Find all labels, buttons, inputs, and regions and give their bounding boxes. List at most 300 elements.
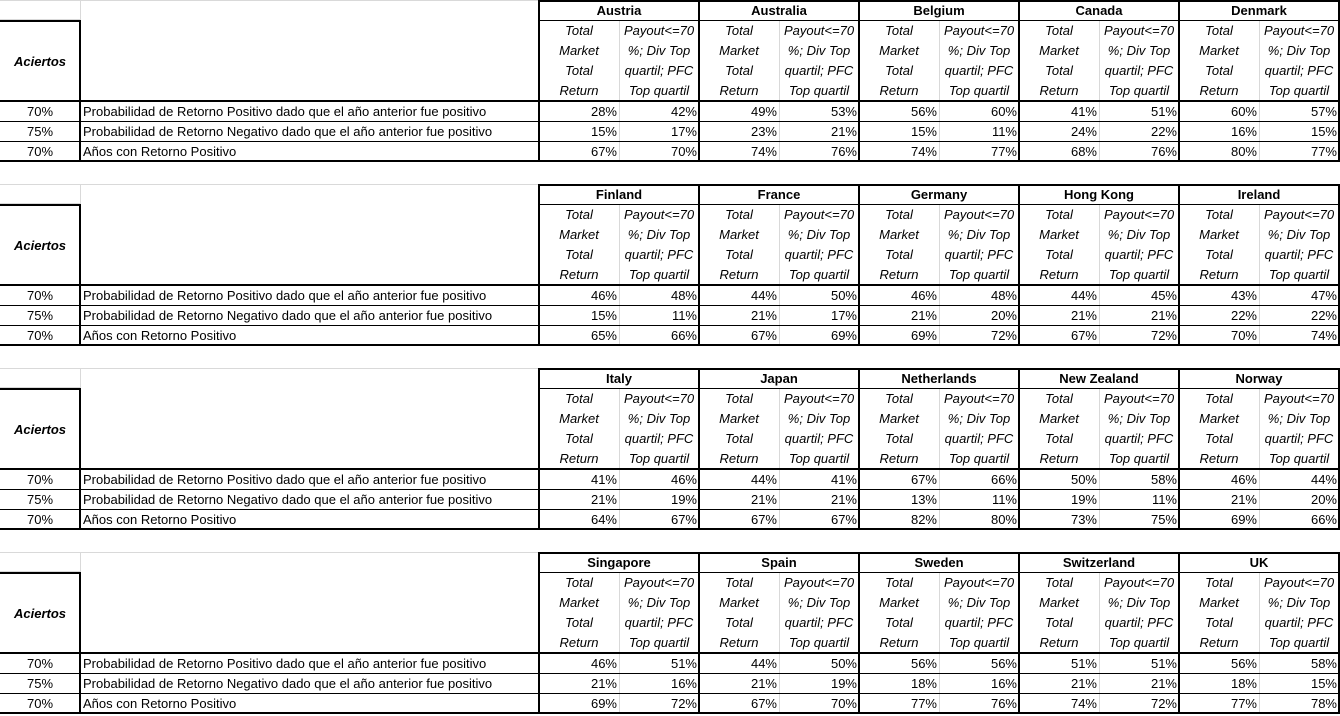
value-cell: 21% [1070, 308, 1097, 323]
sub-header-line: Total [1045, 63, 1073, 78]
value-cell: 21% [590, 492, 617, 507]
country-header: Hong Kong [1063, 187, 1135, 202]
total-market-header [539, 573, 619, 653]
payout-header [939, 573, 1019, 653]
value-cell: 74% [750, 144, 777, 159]
sub-header-line: Total [885, 431, 913, 446]
sub-header-line: Payout<=70 [1103, 207, 1175, 222]
sub-header-line: Return [559, 83, 599, 98]
table-block [0, 368, 1340, 530]
sub-header-line: Payout<=70 [943, 207, 1015, 222]
sub-header-line: Payout<=70 [1263, 207, 1335, 222]
sub-header-line: Market [879, 595, 919, 610]
grid-line [80, 184, 81, 204]
border [538, 184, 540, 346]
border [0, 20, 80, 22]
border [698, 0, 700, 162]
value-cell: 41% [1070, 104, 1097, 119]
country-header: Germany [910, 187, 968, 202]
country-header: Finland [595, 187, 643, 202]
value-cell: 18% [910, 676, 937, 691]
value-cell: 44% [1310, 472, 1337, 487]
value-cell: 77% [990, 144, 1017, 159]
sub-header-line: Total [1045, 207, 1073, 222]
sub-header-line: Return [719, 267, 759, 282]
border [1178, 368, 1180, 530]
country-header: Austria [596, 3, 642, 18]
table-block [0, 184, 1340, 346]
sub-header-line: Total [565, 575, 593, 590]
border [0, 160, 1339, 162]
sub-header-line: %; Div Top [1107, 411, 1171, 426]
value-cell: 13% [910, 492, 937, 507]
description-header [80, 573, 539, 653]
value-cell: 46% [590, 656, 617, 671]
sub-header-line: Top quartil [628, 451, 690, 466]
sub-header-line: quartil; PFC [1264, 63, 1334, 78]
sub-header-line: Market [1199, 595, 1239, 610]
value-cell: 76% [830, 144, 857, 159]
value-cell: 11% [1151, 492, 1177, 507]
sub-header-line: Payout<=70 [623, 391, 695, 406]
total-market-header [699, 205, 779, 285]
border [0, 100, 1339, 102]
sub-header-line: Market [1039, 595, 1079, 610]
sub-header-line: Market [559, 43, 599, 58]
sub-header-line: Top quartil [1108, 83, 1170, 98]
sub-header-line: Payout<=70 [1103, 575, 1175, 590]
border [539, 388, 1339, 389]
value-cell: 16% [990, 676, 1017, 691]
value-cell: 46% [1230, 472, 1257, 487]
sub-header-line: quartil; PFC [624, 247, 694, 262]
value-cell: 74% [910, 144, 937, 159]
value-cell: 67% [670, 512, 697, 527]
value-cell: 67% [750, 328, 777, 343]
sub-header-line: Top quartil [948, 83, 1010, 98]
sub-header-line: Market [1199, 411, 1239, 426]
sub-header-line: Return [1039, 267, 1079, 282]
value-cell: 44% [750, 288, 777, 303]
sub-header-line: Total [885, 23, 913, 38]
country-header: France [757, 187, 801, 202]
sub-header-line: Payout<=70 [783, 23, 855, 38]
sub-header-line: Total [1045, 575, 1073, 590]
sub-header-line: Market [559, 227, 599, 242]
sub-header-line: quartil; PFC [624, 63, 694, 78]
sub-header-line: quartil; PFC [784, 63, 854, 78]
sub-header-line: %; Div Top [1107, 43, 1171, 58]
sub-header-line: quartil; PFC [784, 615, 854, 630]
payout-header [1099, 389, 1179, 469]
sub-header-line: Return [1199, 451, 1239, 466]
payout-header [779, 205, 859, 285]
value-cell: 67% [590, 144, 617, 159]
total-market-header [539, 21, 619, 101]
payout-header [1099, 205, 1179, 285]
value-cell: 67% [750, 512, 777, 527]
sub-header-line: Total [885, 247, 913, 262]
total-market-header [1019, 21, 1099, 101]
sub-header-line: quartil; PFC [784, 247, 854, 262]
value-cell: 15% [910, 124, 937, 139]
value-cell: 11% [991, 492, 1017, 507]
total-market-header [859, 21, 939, 101]
total-market-header [859, 389, 939, 469]
sub-header-line: %; Div Top [1267, 595, 1331, 610]
sub-header-line: %; Div Top [787, 411, 851, 426]
aciertos-value: 70% [26, 104, 54, 119]
sub-header-line: Total [885, 575, 913, 590]
total-market-header [1179, 389, 1259, 469]
total-market-header [1179, 205, 1259, 285]
value-cell: 43% [1230, 288, 1257, 303]
border [0, 388, 80, 390]
value-cell: 17% [670, 124, 697, 139]
sub-header-line: Market [1199, 227, 1239, 242]
payout-header [619, 573, 699, 653]
value-cell: 20% [1310, 492, 1337, 507]
sub-header-line: Payout<=70 [1103, 391, 1175, 406]
border [0, 284, 1339, 286]
border [0, 468, 1339, 470]
sub-header-line: Payout<=70 [943, 575, 1015, 590]
payout-header [1099, 573, 1179, 653]
border [539, 204, 1339, 205]
value-cell: 56% [990, 656, 1017, 671]
value-cell: 44% [750, 472, 777, 487]
sub-header-line: %; Div Top [1267, 227, 1331, 242]
value-cell: 47% [1310, 288, 1337, 303]
sub-header-line: %; Div Top [947, 595, 1011, 610]
aciertos-value: 70% [26, 144, 54, 159]
border [539, 0, 1339, 2]
value-cell: 48% [990, 288, 1017, 303]
value-cell: 51% [1150, 656, 1177, 671]
value-cell: 18% [1230, 676, 1257, 691]
sub-header-line: Return [1199, 635, 1239, 650]
sub-header-line: Market [879, 227, 919, 242]
value-cell: 41% [590, 472, 617, 487]
sub-header-line: Total [565, 615, 593, 630]
sub-header-line: quartil; PFC [784, 431, 854, 446]
row-label: Probabilidad de Retorno Negativo dado que el año anterior fue positivo [83, 492, 493, 507]
sub-header-line: Total [1045, 247, 1073, 262]
value-cell: 50% [830, 656, 857, 671]
value-cell: 21% [1150, 676, 1177, 691]
sub-header-line: Market [1039, 43, 1079, 58]
border [1178, 0, 1180, 162]
total-market-header [699, 573, 779, 653]
row-label: Probabilidad de Retorno Negativo dado que el año anterior fue positivo [83, 676, 493, 691]
country-header: Australia [751, 3, 807, 18]
sub-header-line: Market [719, 43, 759, 58]
payout-header [779, 573, 859, 653]
border [858, 0, 860, 162]
sub-header-line: Payout<=70 [1263, 23, 1335, 38]
sub-header-line: Top quartil [1108, 635, 1170, 650]
sub-header-line: %; Div Top [1267, 43, 1331, 58]
sub-header-line: quartil; PFC [944, 63, 1014, 78]
value-cell: 60% [990, 104, 1017, 119]
aciertos-header: Aciertos [13, 237, 67, 253]
value-cell: 72% [1150, 696, 1177, 711]
value-cell: 44% [1070, 288, 1097, 303]
border [538, 552, 540, 714]
border [0, 712, 1339, 714]
aciertos-value: 75% [26, 124, 54, 139]
value-cell: 70% [670, 144, 697, 159]
payout-header [619, 389, 699, 469]
value-cell: 76% [990, 696, 1017, 711]
sub-header-line: Total [1205, 615, 1233, 630]
value-cell: 66% [670, 328, 697, 343]
aciertos-value: 70% [26, 472, 54, 487]
value-cell: 58% [1150, 472, 1177, 487]
sub-header-line: Return [559, 267, 599, 282]
value-cell: 69% [910, 328, 937, 343]
sub-header-line: Top quartil [628, 267, 690, 282]
aciertos-value: 70% [26, 696, 54, 711]
sub-header-line: %; Div Top [627, 227, 691, 242]
row-label: Probabilidad de Retorno Positivo dado que el año anterior fue positivo [83, 472, 487, 487]
value-cell: 21% [1070, 676, 1097, 691]
sub-header-line: Total [565, 431, 593, 446]
country-header: Singapore [587, 555, 651, 570]
row-label: Probabilidad de Retorno Positivo dado que el año anterior fue positivo [83, 104, 487, 119]
value-cell: 51% [1070, 656, 1097, 671]
sub-header-line: %; Div Top [1267, 411, 1331, 426]
row-label: Años con Retorno Positivo [83, 512, 237, 527]
grid-line [80, 0, 81, 20]
row-label: Probabilidad de Retorno Positivo dado que el año anterior fue positivo [83, 288, 487, 303]
value-cell: 56% [910, 656, 937, 671]
country-header: Japan [760, 371, 798, 386]
sub-header-line: Total [885, 615, 913, 630]
sub-header-line: Payout<=70 [783, 575, 855, 590]
sub-header-line: Total [1045, 615, 1073, 630]
sub-header-line: Top quartil [1108, 451, 1170, 466]
border [0, 652, 1339, 654]
sub-header-line: Market [1039, 411, 1079, 426]
sub-header-line: Top quartil [1268, 635, 1330, 650]
sub-header-line: Return [1199, 83, 1239, 98]
country-header: New Zealand [1059, 371, 1139, 386]
sub-header-line: Top quartil [628, 83, 690, 98]
value-cell: 24% [1070, 124, 1097, 139]
value-cell: 66% [1310, 512, 1337, 527]
sub-header-line: Payout<=70 [623, 575, 695, 590]
sub-header-line: quartil; PFC [1264, 247, 1334, 262]
sub-header-line: Total [725, 431, 753, 446]
aciertos-value: 75% [26, 492, 54, 507]
value-cell: 70% [1230, 328, 1257, 343]
sub-header-line: Return [879, 635, 919, 650]
sub-header-line: Top quartil [948, 267, 1010, 282]
border [79, 204, 81, 346]
sub-header-line: %; Div Top [1107, 595, 1171, 610]
country-header: Sweden [914, 555, 964, 570]
border [698, 552, 700, 714]
value-cell: 72% [1150, 328, 1177, 343]
grid-line [0, 368, 539, 369]
value-cell: 53% [830, 104, 857, 119]
value-cell: 28% [590, 104, 617, 119]
value-cell: 65% [590, 328, 617, 343]
value-cell: 60% [1230, 104, 1257, 119]
grid-line [0, 552, 539, 553]
payout-header [1259, 573, 1339, 653]
aciertos-value: 70% [26, 288, 54, 303]
grid-line [80, 368, 81, 388]
payout-header [779, 389, 859, 469]
value-cell: 69% [1230, 512, 1257, 527]
sub-header-line: Return [1039, 635, 1079, 650]
border [698, 184, 700, 346]
sub-header-line: Payout<=70 [1263, 391, 1335, 406]
description-header [80, 389, 539, 469]
row-label: Años con Retorno Positivo [83, 144, 237, 159]
sub-header-line: quartil; PFC [1104, 615, 1174, 630]
border [1018, 552, 1020, 714]
border [539, 552, 1339, 554]
border [1018, 0, 1020, 162]
payout-header [939, 21, 1019, 101]
value-cell: 21% [750, 492, 777, 507]
value-cell: 23% [750, 124, 777, 139]
value-cell: 20% [990, 308, 1017, 323]
sub-header-line: Top quartil [1108, 267, 1170, 282]
aciertos-header: Aciertos [13, 53, 67, 69]
border [0, 344, 1339, 346]
sub-header-line: quartil; PFC [1264, 615, 1334, 630]
country-header: Belgium [913, 3, 965, 18]
sub-header-line: Payout<=70 [623, 23, 695, 38]
value-cell: 19% [670, 492, 697, 507]
sub-header-line: Top quartil [1268, 451, 1330, 466]
total-market-header [539, 389, 619, 469]
aciertos-header: Aciertos [13, 421, 67, 437]
sub-header-line: quartil; PFC [944, 615, 1014, 630]
row-label: Años con Retorno Positivo [83, 328, 237, 343]
value-cell: 49% [750, 104, 777, 119]
country-header: Spain [761, 555, 797, 570]
sub-header-line: Return [719, 451, 759, 466]
border [538, 368, 540, 530]
payout-header [1259, 205, 1339, 285]
border [539, 368, 1339, 370]
value-cell: 15% [1310, 676, 1337, 691]
payout-header [939, 389, 1019, 469]
sub-header-line: Top quartil [1268, 83, 1330, 98]
value-cell: 67% [830, 512, 857, 527]
country-header: Switzerland [1062, 555, 1136, 570]
border [1178, 184, 1180, 346]
value-cell: 16% [670, 676, 697, 691]
aciertos-value: 70% [26, 512, 54, 527]
sub-header-line: Payout<=70 [1263, 575, 1335, 590]
value-cell: 19% [1070, 492, 1097, 507]
country-header: Norway [1235, 371, 1283, 386]
country-header: Denmark [1231, 3, 1287, 18]
value-cell: 73% [1070, 512, 1097, 527]
sub-header-line: Top quartil [1268, 267, 1330, 282]
border [0, 572, 80, 574]
description-header [80, 21, 539, 101]
sub-header-line: Total [565, 23, 593, 38]
value-cell: 21% [830, 492, 857, 507]
sub-header-line: Return [879, 267, 919, 282]
value-cell: 48% [670, 288, 697, 303]
value-cell: 66% [990, 472, 1017, 487]
sub-header-line: Total [565, 207, 593, 222]
value-cell: 21% [1150, 308, 1177, 323]
value-cell: 21% [590, 676, 617, 691]
total-market-header [1019, 389, 1099, 469]
payout-header [1259, 389, 1339, 469]
value-cell: 68% [1070, 144, 1097, 159]
value-cell: 72% [670, 696, 697, 711]
sub-header-line: Market [719, 411, 759, 426]
sub-header-line: %; Div Top [1107, 227, 1171, 242]
border [79, 20, 81, 162]
sub-header-line: %; Div Top [627, 595, 691, 610]
sub-header-line: Total [1205, 23, 1233, 38]
sub-header-line: Total [1045, 391, 1073, 406]
sub-header-line: Return [1039, 451, 1079, 466]
sub-header-line: Payout<=70 [1103, 23, 1175, 38]
sub-header-line: Market [559, 595, 599, 610]
country-header: Ireland [1237, 187, 1281, 202]
payout-header [1259, 21, 1339, 101]
aciertos-value: 75% [26, 676, 54, 691]
total-market-header [1019, 205, 1099, 285]
value-cell: 21% [750, 308, 777, 323]
sub-header-line: Return [879, 83, 919, 98]
value-cell: 77% [1310, 144, 1337, 159]
sub-header-line: Top quartil [788, 83, 850, 98]
sub-header-line: Total [725, 391, 753, 406]
value-cell: 50% [1070, 472, 1097, 487]
total-market-header [699, 21, 779, 101]
sub-header-line: %; Div Top [787, 43, 851, 58]
border [1018, 184, 1020, 346]
value-cell: 42% [670, 104, 697, 119]
aciertos-value: 70% [26, 656, 54, 671]
sub-header-line: %; Div Top [787, 595, 851, 610]
value-cell: 70% [830, 696, 857, 711]
sub-header-line: Return [559, 635, 599, 650]
sub-header-line: Total [725, 247, 753, 262]
sub-header-line: quartil; PFC [1264, 431, 1334, 446]
payout-header [619, 205, 699, 285]
sub-header-line: Market [1199, 43, 1239, 58]
sub-header-line: Return [719, 635, 759, 650]
value-cell: 74% [1310, 328, 1337, 343]
aciertos-header: Aciertos [13, 605, 67, 621]
total-market-header [699, 389, 779, 469]
sub-header-line: Return [879, 451, 919, 466]
sub-header-line: Top quartil [788, 451, 850, 466]
sub-header-line: Top quartil [788, 635, 850, 650]
sub-header-line: Market [879, 43, 919, 58]
sub-header-line: Market [719, 595, 759, 610]
value-cell: 22% [1310, 308, 1337, 323]
border [538, 0, 540, 162]
value-cell: 21% [1230, 492, 1257, 507]
value-cell: 15% [1310, 124, 1337, 139]
border [539, 572, 1339, 573]
